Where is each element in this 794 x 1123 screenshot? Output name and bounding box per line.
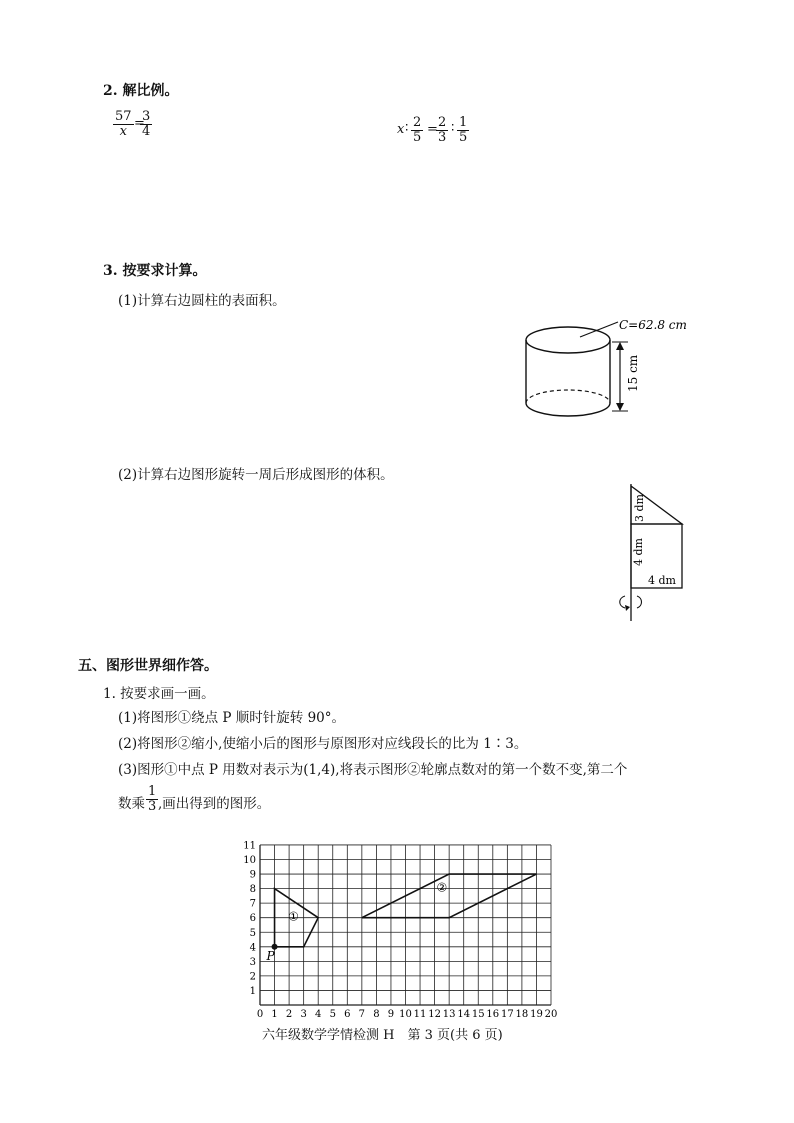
x-tick-label: 10 <box>399 1009 412 1020</box>
x-tick-label: 7 <box>358 1009 366 1020</box>
y-tick-label: 11 <box>243 840 256 852</box>
point-p-label: P <box>266 948 275 963</box>
x-tick-label: 15 <box>471 1009 485 1020</box>
section5-heading: 五、图形世界细作答。 <box>78 658 218 674</box>
eq2-equals: = <box>427 122 438 137</box>
eq2-fraction-3: $\frac{1}{5}$ <box>459 115 468 145</box>
circumference-pointer <box>580 322 618 337</box>
eq1-left-fraction: $\frac{57}{x}$ <box>115 109 132 139</box>
height-label: 15 cm <box>626 354 640 392</box>
rectangle-height-label: 4 dm <box>632 538 645 566</box>
eq2-colon-2: ∶ <box>451 121 455 136</box>
instruction-3-fraction: $\frac{1}{3}$ <box>148 784 157 814</box>
x-tick-label: 20 <box>544 1009 558 1020</box>
height-arrow-top <box>616 342 624 350</box>
eq1-equals: = <box>134 116 145 131</box>
x-tick-label: 6 <box>344 1009 351 1020</box>
height-arrow-bottom <box>616 403 624 411</box>
circumference-label: C=62.8 cm <box>619 318 687 332</box>
shape-1-label: ① <box>288 909 299 924</box>
rectangle-width-label: 4 dm <box>648 574 676 587</box>
shape-2-label: ② <box>436 880 448 895</box>
q3-part2: (2)计算右边图形旋转一周后形成图形的体积。 <box>118 467 394 483</box>
eq2-colon: ∶ <box>405 121 409 136</box>
cylinder-bottom-back-dashed <box>526 390 610 403</box>
q3-title: 3. 按要求计算。 <box>103 263 207 279</box>
rotation-figure <box>610 478 720 623</box>
x-tick-label: 1 <box>271 1009 278 1020</box>
triangle-height-label: 3 dm <box>633 494 646 522</box>
y-tick-label: 8 <box>249 884 256 896</box>
y-tick-label: 3 <box>249 956 256 968</box>
x-tick-label: 3 <box>300 1009 307 1020</box>
instruction-3-continuation-suffix: ,画出得到的图形。 <box>158 796 271 812</box>
q3-part1: (1)计算右边圆柱的表面积。 <box>118 293 286 309</box>
page-footer: 六年级数学学情检测 H 第 3 页(共 6 页) <box>262 1028 503 1043</box>
eq2-fraction-2: $\frac{2}{3}$ <box>438 115 447 145</box>
x-tick-label: 9 <box>387 1009 395 1020</box>
x-tick-label: 11 <box>413 1009 427 1020</box>
x-tick-label: 0 <box>256 1009 264 1020</box>
cylinder-figure <box>520 310 700 425</box>
x-tick-label: 16 <box>486 1009 500 1020</box>
y-tick-label: 7 <box>249 898 256 910</box>
q2-title: 2. 解比例。 <box>103 83 179 99</box>
y-tick-label: 9 <box>249 869 256 881</box>
eq2-fraction-1: $\frac{2}{5}$ <box>413 115 422 145</box>
instruction-3: (3)图形①中点 P 用数对表示为(1,4),将表示图形②轮廓点数对的第一个数不变,第二个 <box>118 762 628 778</box>
y-tick-label: 10 <box>243 855 256 866</box>
instruction-3-continuation-prefix: 数乘 <box>118 796 145 812</box>
eq2-x: x <box>397 122 405 137</box>
axis-tick-labels <box>243 840 557 1020</box>
y-tick-label: 2 <box>249 971 256 983</box>
coordinate-grid <box>243 822 560 1020</box>
cylinder-bottom-front <box>526 403 610 416</box>
rotation-arrowhead <box>625 605 630 611</box>
y-tick-label: 5 <box>249 927 256 939</box>
y-tick-label: 1 <box>249 985 256 997</box>
eq1-right-fraction: $\frac{3}{4}$ <box>142 109 151 139</box>
instruction-2: (2)将图形②缩小,使缩小后的图形与原图形对应线段长的比为 1∶3。 <box>118 736 528 752</box>
x-tick-label: 17 <box>500 1009 514 1020</box>
x-tick-label: 19 <box>530 1009 543 1020</box>
x-tick-label: 12 <box>428 1009 441 1020</box>
y-tick-label: 6 <box>249 913 256 925</box>
y-tick-label: 4 <box>249 942 256 954</box>
x-tick-label: 4 <box>315 1009 322 1020</box>
x-tick-label: 2 <box>285 1009 293 1020</box>
x-tick-label: 14 <box>457 1009 471 1020</box>
x-tick-label: 18 <box>515 1009 529 1020</box>
instruction-1: (1)将图形①绕点 P 顺时针旋转 90°。 <box>118 710 346 726</box>
section5-q1: 1. 按要求画一画。 <box>103 686 215 702</box>
x-tick-label: 5 <box>329 1009 336 1020</box>
x-tick-label: 13 <box>442 1009 456 1020</box>
grid-lines <box>260 845 551 1005</box>
cylinder-top-ellipse <box>526 327 610 353</box>
grid-shapes <box>266 874 537 963</box>
x-tick-label: 8 <box>373 1009 380 1020</box>
